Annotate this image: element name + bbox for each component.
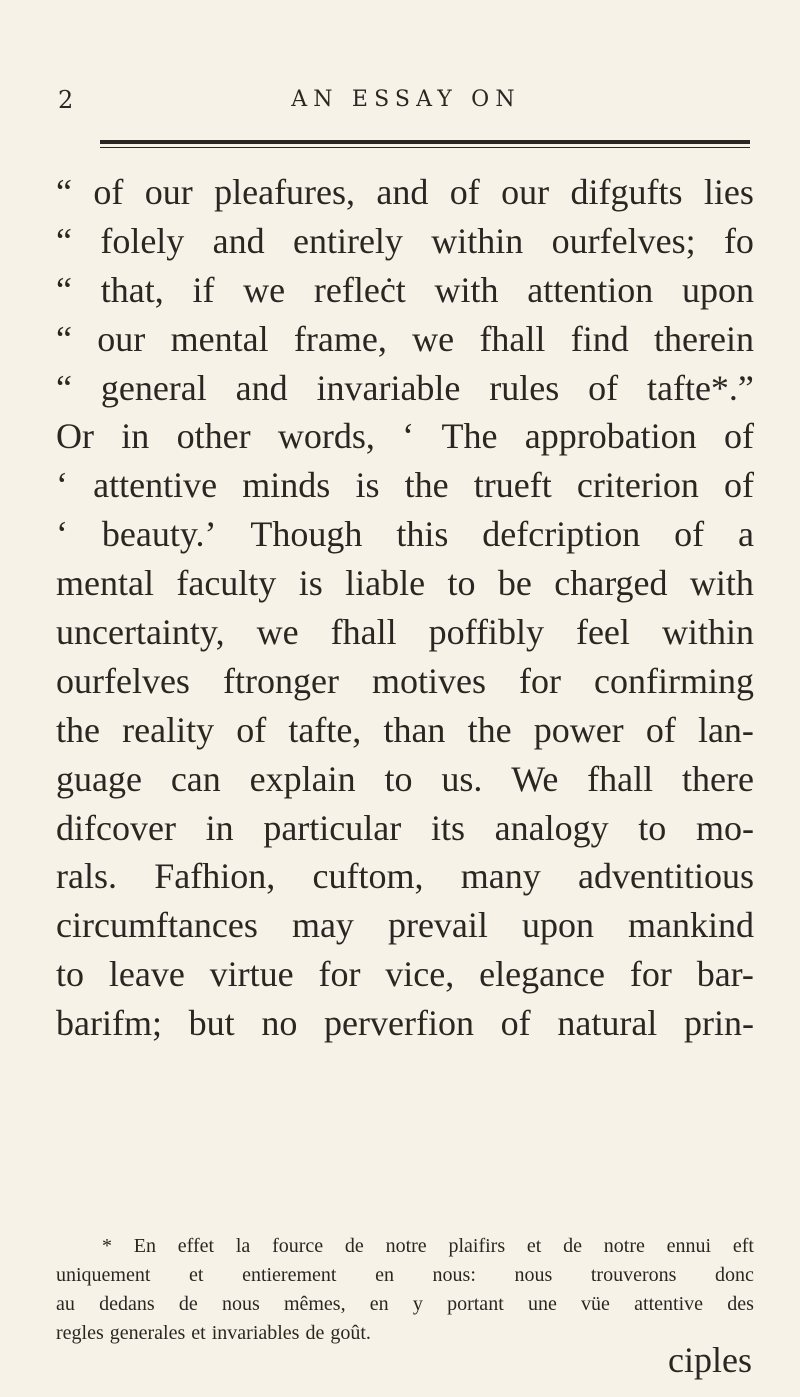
body-line: the reality of tafte, than the power of lan- [56,709,754,750]
body-line: ourfelves ftronger motives for confirming [56,660,754,701]
catchword: ciples [668,1340,752,1380]
body-line: difcover in particular its analogy to mo- [56,807,754,848]
body-line: circumftances may prevail upon mankind [56,905,754,946]
body-line: Or in other words, ‘ The approbation of [56,416,754,457]
body-line: “ that, if we refleċt with attention upon [56,269,754,310]
body-text [56,168,754,1048]
body-line: uncertainty, we fhall poffibly feel within [56,612,754,653]
footnote-line: regles generales et invariables de goût. [56,1322,371,1344]
body-line: “ folely and entirely within ourfelves; fo [56,220,754,261]
footnote [56,1232,754,1348]
header-rule-thick [100,140,750,144]
running-head: AN ESSAY ON [291,87,521,112]
body-line: “ general and invariable rules of tafte*.” [56,367,754,408]
body-line: ‘ attentive minds is the trueft criterion of [56,465,754,506]
footnote-line: * En effet la fource de notre plaifirs et de notre ennui eft [102,1235,754,1257]
body-line: mental faculty is liable to be charged with [56,563,754,604]
body-line: ‘ beauty.’ Though this defcription of a [56,514,754,555]
body-line: to leave virtue for vice, elegance for bar- [56,954,754,995]
footnote-line: uniquement et entierement en nous: nous trouverons donc [56,1264,754,1286]
body-line: “ of our pleafures, and of our difgufts lies [56,172,754,212]
body-line: barifm; but no perverfion of natural prin- [56,1003,754,1044]
header-rule-thin [100,147,750,148]
body-line: rals. Fafhion, cuftom, many adventitious [56,856,754,897]
body-line: “ our mental frame, we fhall find therein [56,318,754,359]
body-line: guage can explain to us. We fhall there [56,758,754,799]
page-number: 2 [58,86,74,114]
footnote-line: au dedans de nous mêmes, en y portant une vüe attentive des [56,1293,754,1315]
